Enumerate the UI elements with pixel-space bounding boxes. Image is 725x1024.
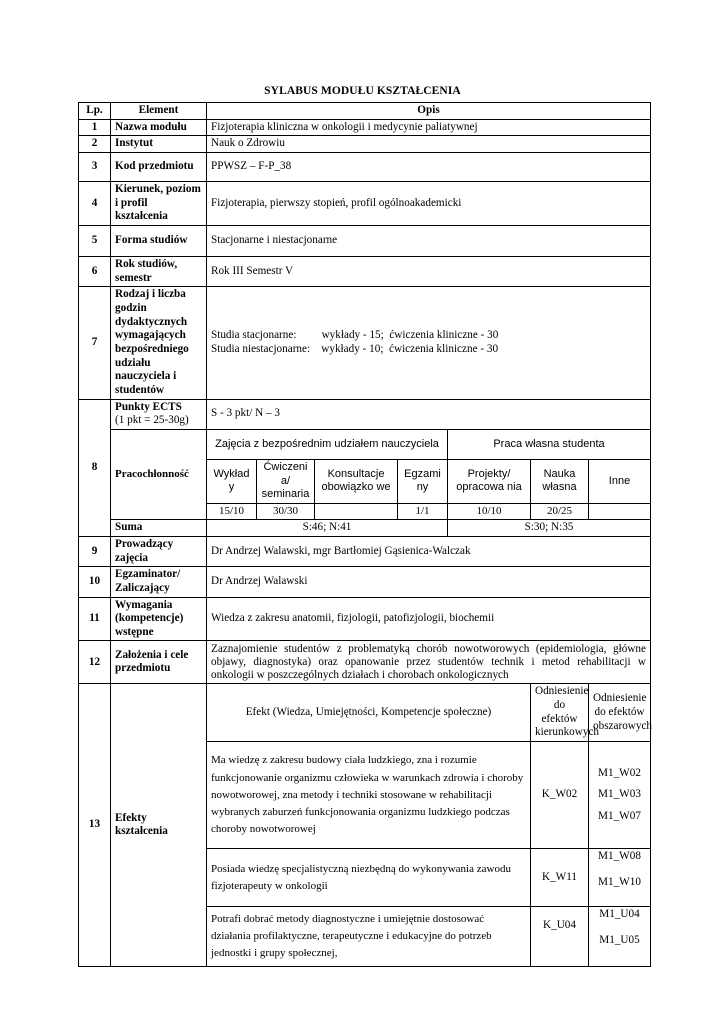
document-title: SYLABUS MODUŁU KSZTAŁCENIA bbox=[264, 85, 461, 97]
effect-area bbox=[589, 742, 651, 849]
row-description: Dr Andrzej Walawski bbox=[207, 567, 651, 597]
row-number: 5 bbox=[79, 225, 111, 256]
effect-area-code: M1_W10 bbox=[598, 875, 641, 888]
row-number: 8 bbox=[79, 399, 111, 536]
table-row bbox=[79, 597, 651, 641]
row-description: Fizjoterapia, pierwszy stopień, profil ogólnoakademicki bbox=[207, 181, 651, 225]
header-element: Element bbox=[111, 103, 207, 120]
effect-direction: K_W11 bbox=[531, 849, 589, 907]
table-row bbox=[79, 119, 651, 136]
effect-direction: K_W02 bbox=[531, 742, 589, 849]
syllabus-table bbox=[78, 102, 651, 967]
row-number: 7 bbox=[79, 287, 111, 399]
ects-sublabel: (1 pkt = 25-30g) bbox=[115, 414, 189, 427]
effect-area-code: M1_U05 bbox=[599, 933, 640, 946]
row-description bbox=[207, 287, 651, 399]
row-number: 2 bbox=[79, 136, 111, 153]
table-row bbox=[79, 225, 651, 256]
hours-stationary: Studia stacjonarne: wykłady - 15; ćwiczenia kliniczne - 30 bbox=[211, 329, 499, 342]
sum-label: Suma bbox=[111, 520, 207, 537]
table-row bbox=[79, 181, 651, 225]
effect-area-code: M1_W02 bbox=[598, 766, 641, 779]
workload-own-header: Praca własna studenta bbox=[448, 429, 651, 459]
ects-value: S - 3 pkt/ N – 3 bbox=[207, 399, 651, 429]
effect-area-code: M1_W08 bbox=[598, 850, 641, 863]
hours-nonstationary: Studia niestacjonarne: wykłady - 10; ćwiczenia kliniczne - 30 bbox=[211, 342, 499, 355]
row-description: Fizjoterapia kliniczna w onkologii i medycynie paliatywnej bbox=[207, 119, 651, 136]
ects-label-cell bbox=[111, 399, 207, 429]
row-element: Kod przedmiotu bbox=[111, 152, 207, 181]
row-element: Wymagania (kompetencje) wstępne bbox=[111, 597, 207, 641]
workload-value: 30/30 bbox=[257, 503, 315, 519]
effect-area-code: M1_W03 bbox=[598, 788, 641, 801]
workload-col: Nauka własna bbox=[531, 459, 589, 503]
ects-row bbox=[79, 399, 651, 429]
table-row bbox=[79, 641, 651, 684]
workload-col: Ćwiczeni a/ seminaria bbox=[257, 459, 315, 503]
effects-header-row bbox=[79, 684, 651, 742]
workload-value: 1/1 bbox=[398, 503, 448, 519]
row-number: 9 bbox=[79, 536, 111, 566]
row-element: Rok studiów, semestr bbox=[111, 256, 207, 286]
effect-area bbox=[589, 849, 651, 907]
workload-label: Pracochłonność bbox=[111, 429, 207, 519]
table-row bbox=[79, 287, 651, 399]
workload-value bbox=[315, 503, 398, 519]
row-number: 13 bbox=[79, 684, 111, 967]
row-description: Wiedza z zakresu anatomii, fizjologii, patofizjologii, biochemii bbox=[207, 597, 651, 641]
effects-col-area: Odniesienie do efektów obszarowych bbox=[589, 684, 651, 742]
row-number: 6 bbox=[79, 256, 111, 286]
sum-row bbox=[79, 520, 651, 537]
row-number: 4 bbox=[79, 181, 111, 225]
header-opis: Opis bbox=[207, 103, 651, 120]
row-description: Stacjonarne i niestacjonarne bbox=[207, 225, 651, 256]
effects-col-effect: Efekt (Wiedza, Umiejętności, Kompetencje społeczne) bbox=[207, 684, 531, 742]
sum-own: S:30; N:35 bbox=[448, 520, 651, 537]
row-element: Założenia i cele przedmiotu bbox=[111, 641, 207, 684]
row-description: Zaznajomienie studentów z problematyką chorób nowotworowych (epidemiologia, główne objawy, diagnostyka) oraz opanowanie przez studentów technik i metod rehabilitacji w onkologii w poszczególnych działach i chorobach onkologicznych bbox=[207, 641, 651, 684]
row-description: Dr Andrzej Walawski, mgr Bartłomiej Gąsienica-Walczak bbox=[207, 536, 651, 566]
workload-col: Konsultacje obowiązko we bbox=[315, 459, 398, 503]
workload-direct-header: Zajęcia z bezpośrednim udziałem nauczyciela bbox=[207, 429, 448, 459]
row-element: Forma studiów bbox=[111, 225, 207, 256]
row-description: Rok III Semestr V bbox=[207, 256, 651, 286]
row-element: Kierunek, poziom i profil kształcenia bbox=[111, 181, 207, 225]
sum-direct: S:46; N:41 bbox=[207, 520, 448, 537]
workload-value bbox=[589, 503, 651, 519]
workload-col: Wykład y bbox=[207, 459, 257, 503]
workload-col: Inne bbox=[589, 459, 651, 503]
workload-col: Projekty/ opracowa nia bbox=[448, 459, 531, 503]
row-element: Prowadzący zajęcia bbox=[111, 536, 207, 566]
row-description: Nauk o Zdrowiu bbox=[207, 136, 651, 153]
effects-col-direction: Odniesienie do efektów kierunkowych bbox=[531, 684, 589, 742]
table-row bbox=[79, 256, 651, 286]
table-row bbox=[79, 152, 651, 181]
row-element: Instytut bbox=[111, 136, 207, 153]
effect-area-code: M1_W07 bbox=[598, 809, 641, 822]
effect-text: Posiada wiedzę specjalistyczną niezbędną do wykonywania zawodu fizjoterapeuty w onkologii bbox=[207, 849, 531, 907]
table-row bbox=[79, 567, 651, 597]
effect-area bbox=[589, 907, 651, 967]
ects-label: Punkty ECTS bbox=[115, 400, 182, 413]
header-row bbox=[79, 103, 651, 120]
workload-col: Egzami ny bbox=[398, 459, 448, 503]
workload-value: 20/25 bbox=[531, 503, 589, 519]
effect-direction: K_U04 bbox=[531, 907, 589, 967]
row-element: Rodzaj i liczba godzin dydaktycznych wymagających bezpośredniego udziału nauczyciela i studentów bbox=[111, 287, 207, 399]
row-element: Nazwa modułu bbox=[111, 119, 207, 136]
header-lp: Lp. bbox=[79, 103, 111, 120]
table-row bbox=[79, 536, 651, 566]
row-description: PPWSZ – F-P_38 bbox=[207, 152, 651, 181]
row-number: 1 bbox=[79, 119, 111, 136]
effects-label: Efekty kształcenia bbox=[111, 684, 207, 967]
effect-area-code: M1_U04 bbox=[599, 908, 640, 921]
row-number: 10 bbox=[79, 567, 111, 597]
row-number: 11 bbox=[79, 597, 111, 641]
workload-value: 15/10 bbox=[207, 503, 257, 519]
row-number: 3 bbox=[79, 152, 111, 181]
row-number: 12 bbox=[79, 641, 111, 684]
workload-value: 10/10 bbox=[448, 503, 531, 519]
workload-group-row bbox=[79, 429, 651, 459]
row-element: Egzaminator/ Zaliczający bbox=[111, 567, 207, 597]
effect-text: Ma wiedzę z zakresu budowy ciała ludzkiego, zna i rozumie funkcjonowanie organizmu człowieka w warunkach zdrowia i choroby nowotworowej, zna metody i techniki stosowane w rehabilitacji wybranych zaburzeń funkcjonowania organizmu ludzkiego podczas choroby nowotworowej bbox=[207, 742, 531, 849]
effect-text: Potrafi dobrać metody diagnostyczne i umiejętnie dostosować działania profilaktyczne, terapeutyczne i edukacyjne do potrzeb jednostki i grupy społecznej, bbox=[207, 907, 531, 967]
table-row bbox=[79, 136, 651, 153]
